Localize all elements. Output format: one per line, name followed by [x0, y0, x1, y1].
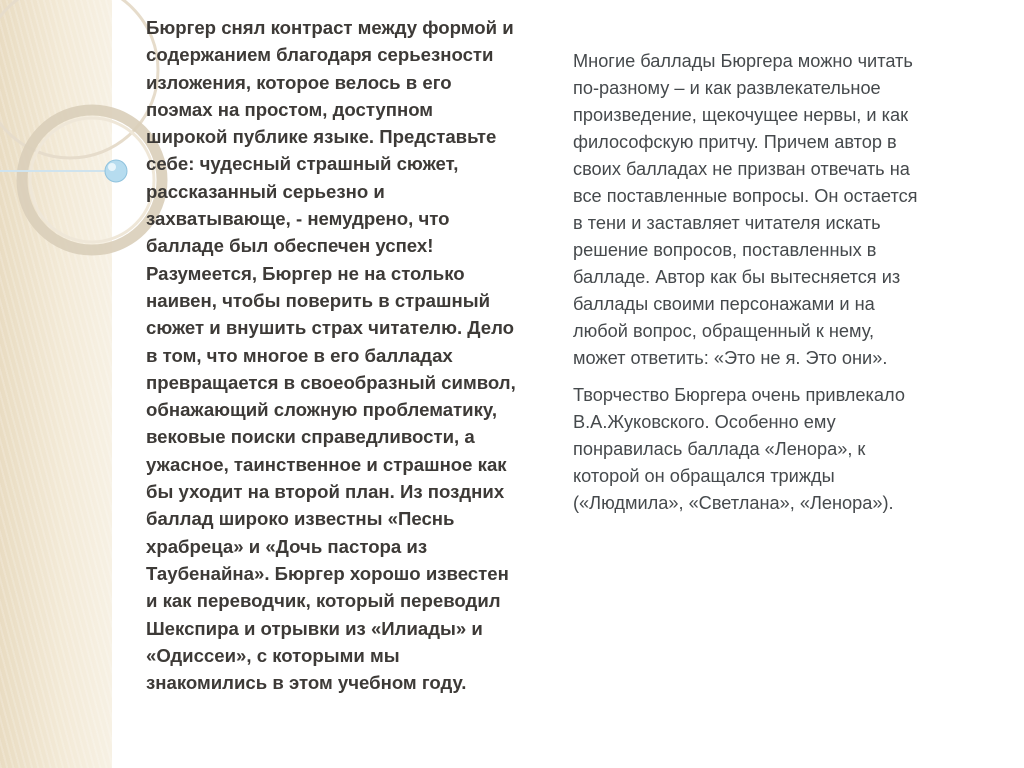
thick-ring — [22, 110, 162, 250]
right-paragraph-2: Творчество Бюргера очень привлекало В.А.Жуковского. Особенно ему понравилась баллада «Ленора», к которой он обращался трижды («Людмила», «Светлана», «Ленора»). — [573, 385, 905, 513]
right-text-block — [573, 48, 983, 527]
bead-highlight — [108, 163, 116, 171]
left-text-block: Бюргер снял контраст между формой и содержанием благодаря серьезности изложения, которое велось в его поэмах на простом, доступном широкой публике языке. Представьте себе: чудесный страшный сюжет, рассказанный серьезно и захватывающе, - немудрено, что балладе был обеспечен успех! Разумеется, Бюргер не на столько наивен, чтобы поверить в страшный сюжет и внушить страх читателю. Дело в том, что многое в его балладах превращается в своеобразный символ, обнажающий сложную проблематику, вековые поиски справедливости, а ужасное, таинственное и страшное как бы уходит на второй план. Из поздних баллад широко известны «Песнь храбреца» и «Дочь пастора из Таубенайна». Бюргер хорошо известен и как переводчик, который переводил Шекспира и отрывки из «Илиады» и «Одиссеи», с которыми мы знакомились в этом учебном году. — [146, 17, 516, 694]
bead-icon — [105, 160, 127, 182]
right-paragraph-1: Многие баллады Бюргера можно читать по-разному – и как развлекательное произведение, щекочущее нервы, и как философскую притчу. Причем автор в своих балладах не призван отвечать на все поставленные вопросы. Он остается в тени и заставляет читателя искать решение вопросов, поставленных в балладе. Автор как бы вытесняется из баллады своими персонажами и на любой вопрос, обращенный к нему, может ответить: «Это не я. Это они». — [573, 51, 918, 368]
decorative-rings — [0, 0, 170, 300]
inner-ring — [30, 118, 154, 242]
